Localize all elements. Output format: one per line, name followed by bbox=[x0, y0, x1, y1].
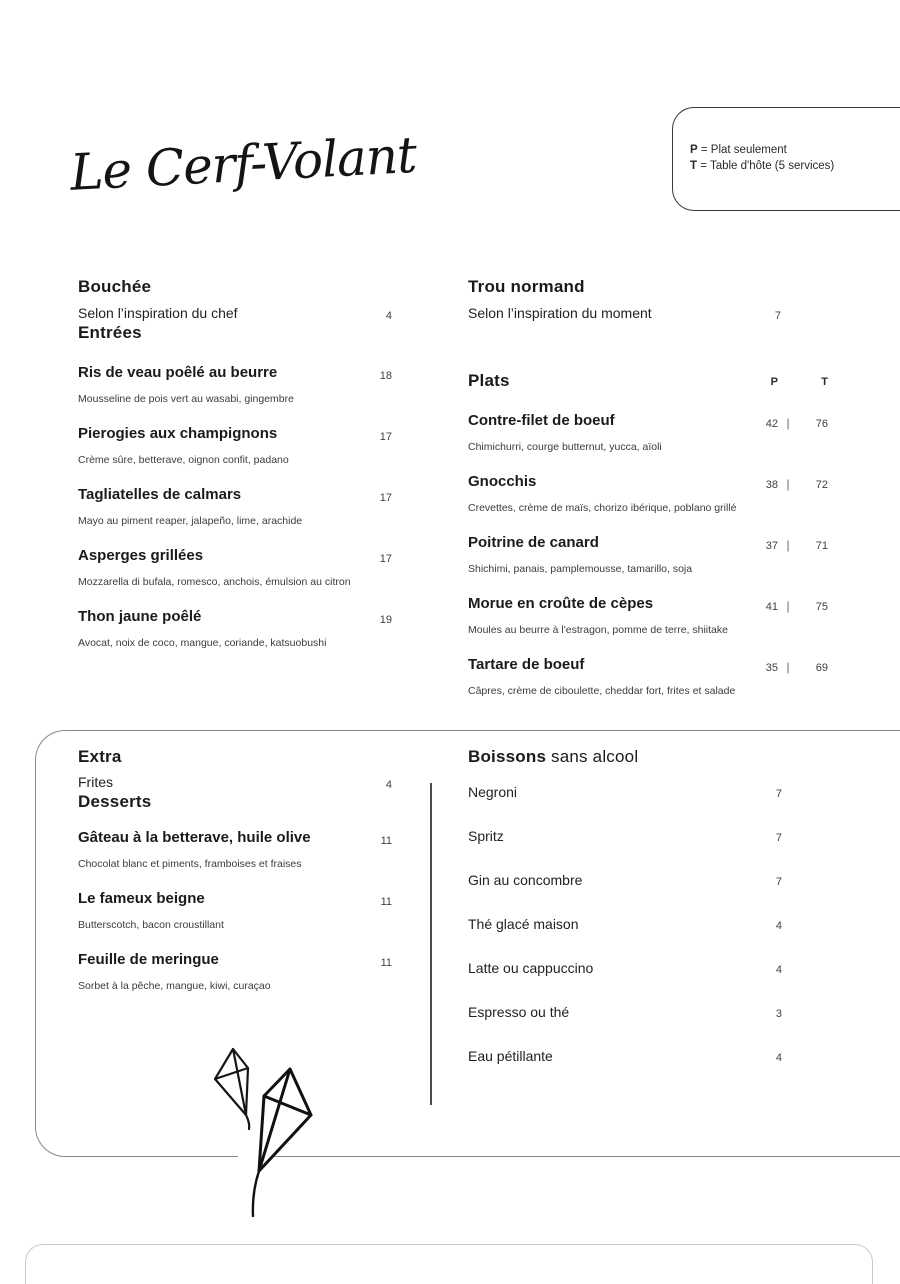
item-name: Gâteau à la betterave, huile olive bbox=[78, 829, 311, 846]
drinks-column bbox=[468, 746, 786, 1091]
item-description: Moules au beurre à l'estragon, pomme de terre, shiitake bbox=[468, 624, 728, 636]
item-name: Thon jaune poêlé bbox=[78, 608, 202, 625]
item-description: Mayo au piment reaper, jalapeño, lime, arachide bbox=[78, 515, 303, 527]
menu-item-dessert bbox=[78, 828, 396, 871]
item-description: Butterscotch, bacon croustillant bbox=[78, 919, 224, 931]
left-column bbox=[78, 276, 396, 668]
drink-row bbox=[468, 783, 786, 802]
item-price: 17 bbox=[379, 492, 392, 504]
legend-line-plat bbox=[690, 142, 900, 158]
item-price-table: 72 bbox=[815, 479, 828, 491]
drink-row bbox=[468, 871, 786, 890]
item-price-plat: 37 bbox=[765, 540, 778, 552]
item-name: Asperges grillées bbox=[78, 547, 204, 564]
item-description: Mozzarella di bufala, romesco, anchois, émulsion au citron bbox=[78, 576, 351, 588]
item-description: Avocat, noix de coco, mangue, coriande, katsuobushi bbox=[78, 637, 327, 649]
item-description: Crème sûre, betterave, oignon confit, padano bbox=[78, 454, 289, 466]
plats-header-row bbox=[468, 370, 828, 391]
menu-item-entree bbox=[78, 424, 396, 467]
trou-normand-item-name: Selon l’inspiration du moment bbox=[468, 305, 652, 321]
legend-box bbox=[672, 107, 900, 211]
drinks-list bbox=[468, 783, 786, 1066]
drink-row bbox=[468, 1003, 786, 1022]
drink-price: 7 bbox=[775, 876, 782, 888]
column-label-table: T bbox=[821, 376, 828, 388]
drink-row bbox=[468, 827, 786, 846]
item-price: 19 bbox=[379, 614, 392, 626]
section-title-desserts: Desserts bbox=[78, 792, 152, 811]
drink-price: 4 bbox=[775, 920, 782, 932]
item-price-plat: 42 bbox=[765, 418, 778, 430]
big-kite-icon bbox=[253, 1069, 311, 1216]
item-row bbox=[78, 607, 396, 626]
item-price-plat: 35 bbox=[765, 662, 778, 674]
item-row bbox=[78, 889, 396, 908]
item-name: Contre-filet de boeuf bbox=[468, 412, 615, 429]
menu-item-dessert bbox=[78, 889, 396, 932]
item-price: 17 bbox=[379, 553, 392, 565]
small-kite-icon bbox=[215, 1049, 249, 1129]
section-title-plats: Plats bbox=[468, 371, 510, 390]
column-divider bbox=[430, 783, 432, 1105]
price-separator: | bbox=[786, 538, 790, 552]
item-row bbox=[78, 363, 396, 382]
item-row bbox=[78, 546, 396, 565]
section-title-boissons bbox=[468, 746, 786, 767]
item-price-table: 75 bbox=[815, 601, 828, 613]
price-separator: | bbox=[786, 416, 790, 430]
drink-price: 4 bbox=[775, 1052, 782, 1064]
bouchee-item-row bbox=[78, 304, 396, 322]
bouchee-item-name: Selon l’inspiration du chef bbox=[78, 305, 238, 321]
extra-item-row bbox=[78, 773, 396, 791]
section-title-extra: Extra bbox=[78, 747, 122, 766]
item-description: Sorbet à la pêche, mangue, kiwi, curaçao bbox=[78, 980, 271, 992]
extra-item-name: Frites bbox=[78, 774, 113, 790]
item-price-plat: 38 bbox=[765, 479, 778, 491]
kite-doodle-icon bbox=[182, 1042, 372, 1222]
legend-text-p: = Plat seulement bbox=[700, 144, 787, 156]
menu-item-entree bbox=[78, 546, 396, 589]
item-row bbox=[468, 472, 828, 491]
drink-name: Latte ou cappuccino bbox=[468, 960, 594, 976]
item-price-table: 76 bbox=[815, 418, 828, 430]
item-price-table: 69 bbox=[815, 662, 828, 674]
item-price: 11 bbox=[380, 835, 392, 847]
item-name: Feuille de meringue bbox=[78, 951, 219, 968]
section-title-bouchee: Bouchée bbox=[78, 277, 152, 296]
menu-item-plat bbox=[468, 533, 828, 576]
item-description: Shichimi, panais, pamplemousse, tamarillo, soja bbox=[468, 563, 693, 575]
item-price: 17 bbox=[379, 431, 392, 443]
section-title-trou-normand: Trou normand bbox=[468, 277, 585, 296]
drink-row bbox=[468, 959, 786, 978]
menu-item-plat bbox=[468, 411, 828, 454]
item-price-plat: 41 bbox=[765, 601, 778, 613]
item-row bbox=[78, 950, 396, 969]
next-section-box-edge bbox=[25, 1244, 873, 1284]
column-label-plat: P bbox=[770, 376, 778, 388]
price-separator: | bbox=[786, 599, 790, 613]
item-name: Tartare de boeuf bbox=[468, 656, 585, 673]
price-separator: | bbox=[786, 660, 790, 674]
item-name: Le fameux beigne bbox=[78, 890, 205, 907]
drink-name: Spritz bbox=[468, 828, 504, 844]
drink-row bbox=[468, 1047, 786, 1066]
drink-name: Thé glacé maison bbox=[468, 916, 579, 932]
item-row bbox=[468, 411, 828, 430]
item-name: Morue en croûte de cèpes bbox=[468, 595, 654, 612]
menu-item-entree bbox=[78, 607, 396, 650]
legend-line-table bbox=[690, 158, 900, 174]
section-title-entrees: Entrées bbox=[78, 323, 142, 342]
item-price: 11 bbox=[380, 896, 392, 908]
item-name: Pierogies aux champignons bbox=[78, 425, 278, 442]
legend-key-t: T bbox=[690, 160, 698, 172]
menu-item-entree bbox=[78, 363, 396, 406]
extra-item-price: 4 bbox=[385, 779, 392, 791]
drink-price: 7 bbox=[775, 832, 782, 844]
item-name: Ris de veau poêlé au beurre bbox=[78, 364, 278, 381]
menu-item-entree bbox=[78, 485, 396, 528]
item-price: 18 bbox=[379, 370, 392, 382]
legend-key-p: P bbox=[690, 144, 698, 156]
boissons-title-rest: sans alcool bbox=[546, 747, 639, 766]
menu-item-plat bbox=[468, 472, 828, 515]
trou-normand-item-price: 7 bbox=[774, 310, 781, 322]
drink-name: Eau pétillante bbox=[468, 1048, 553, 1064]
price-separator: | bbox=[786, 477, 790, 491]
item-price: 11 bbox=[380, 957, 392, 969]
item-row bbox=[78, 485, 396, 504]
item-price-table: 71 bbox=[815, 540, 828, 552]
item-row bbox=[468, 594, 828, 613]
drink-name: Gin au concombre bbox=[468, 872, 583, 888]
item-name: Gnocchis bbox=[468, 473, 537, 490]
boissons-title-bold: Boissons bbox=[468, 747, 547, 766]
menu-item-plat bbox=[468, 594, 828, 637]
item-row bbox=[468, 533, 828, 552]
trou-normand-item-row bbox=[468, 304, 828, 322]
drink-name: Negroni bbox=[468, 784, 518, 800]
extra-desserts-column bbox=[78, 746, 396, 1011]
drink-name: Espresso ou thé bbox=[468, 1004, 570, 1020]
drink-price: 3 bbox=[775, 1008, 782, 1020]
item-description: Crevettes, crème de maïs, chorizo ibérique, poblano grillé bbox=[468, 502, 737, 514]
item-row bbox=[78, 424, 396, 443]
item-description: Câpres, crème de ciboulette, cheddar fort, frites et salade bbox=[468, 685, 736, 697]
menu-item-dessert bbox=[78, 950, 396, 993]
legend-text-t: = Table d'hôte (5 services) bbox=[700, 160, 835, 172]
restaurant-logo: Le Cerf-Volant bbox=[68, 125, 418, 202]
item-description: Chimichurri, courge butternut, yucca, aïoli bbox=[468, 441, 662, 453]
item-description: Mousseline de pois vert au wasabi, gingembre bbox=[78, 393, 294, 405]
item-description: Chocolat blanc et piments, framboises et fraises bbox=[78, 858, 302, 870]
right-column bbox=[468, 276, 828, 716]
menu-item-plat bbox=[468, 655, 828, 698]
bouchee-item-price: 4 bbox=[385, 310, 392, 322]
item-row bbox=[78, 828, 396, 847]
drink-row bbox=[468, 915, 786, 934]
item-row bbox=[468, 655, 828, 674]
drink-price: 4 bbox=[775, 964, 782, 976]
item-name: Poitrine de canard bbox=[468, 534, 599, 551]
drink-price: 7 bbox=[775, 788, 782, 800]
item-name: Tagliatelles de calmars bbox=[78, 486, 242, 503]
